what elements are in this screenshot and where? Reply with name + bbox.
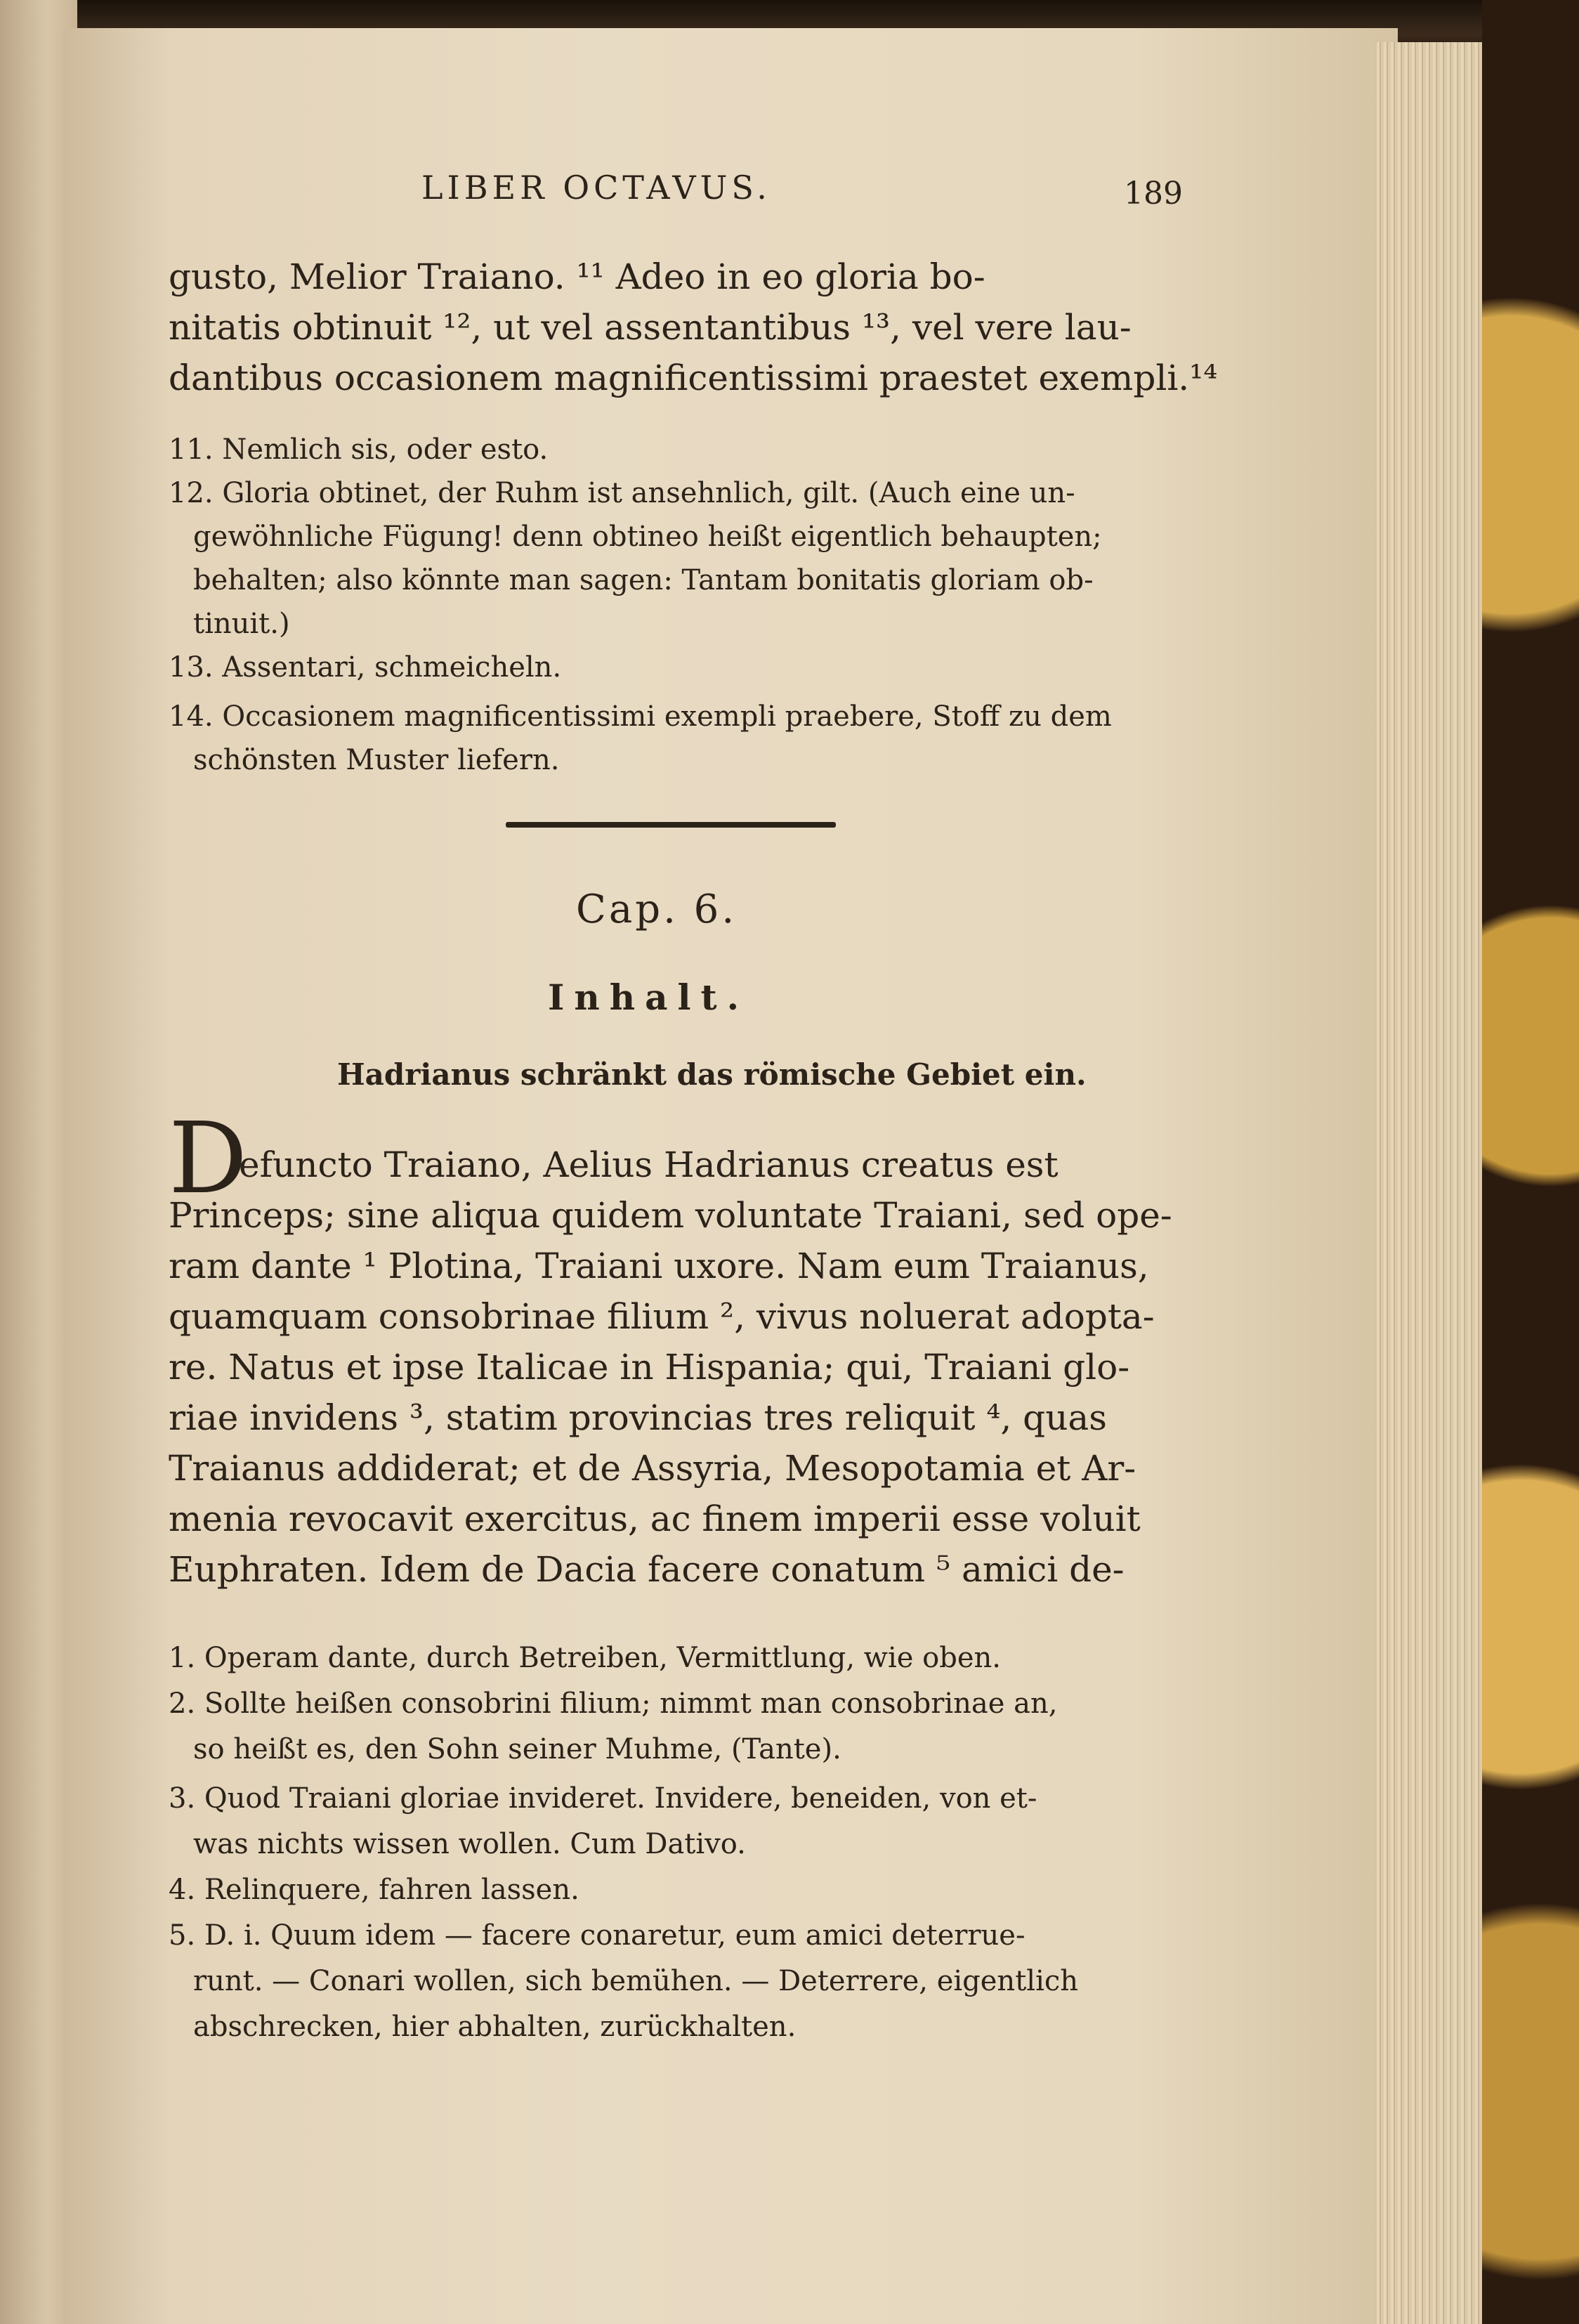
text-line: Princeps; sine aliqua quidem voluntate Traiani, sed ope- bbox=[169, 1195, 1172, 1236]
text-line: gusto, Melior Traiano. ¹¹ Adeo in eo gloria bo- bbox=[169, 256, 985, 297]
footnote-line: was nichts wissen wollen. Cum Dativo. bbox=[193, 1828, 746, 1860]
text-line: menia revocavit exercitus, ac finem imperii esse voluit bbox=[169, 1499, 1141, 1539]
footnote-line: 5. D. i. Quum idem — facere conaretur, eum amici deterrue- bbox=[169, 1919, 1026, 1952]
section-rule bbox=[506, 822, 836, 828]
text-line: dantibus occasionem magnificentissimi praestet exempli.¹⁴ bbox=[169, 358, 1218, 398]
footnote-line: runt. — Conari wollen, sich bemühen. — Deterrere, eigentlich bbox=[193, 1965, 1079, 1997]
contents-label: Inhalt. bbox=[548, 977, 749, 1018]
text-line: Euphraten. Idem de Dacia facere conatum ⁵ amici de- bbox=[169, 1549, 1125, 1590]
page-edges bbox=[1377, 42, 1482, 2324]
footnote-line: 1. Operam dante, durch Betreiben, Vermittlung, wie oben. bbox=[169, 1642, 1001, 1674]
footnote-line: schönsten Muster liefern. bbox=[193, 744, 560, 776]
running-title: LIBER OCTAVUS. bbox=[421, 169, 771, 207]
footnote-line: 12. Gloria obtinet, der Ruhm ist ansehnlich, gilt. (Auch eine un- bbox=[169, 477, 1075, 509]
page-number: 189 bbox=[1124, 176, 1183, 211]
text-line: re. Natus et ipse Italicae in Hispania; qui, Traiani glo- bbox=[169, 1347, 1130, 1388]
text-line: ram dante ¹ Plotina, Traiani uxore. Nam eum Traianus, bbox=[169, 1246, 1149, 1286]
text-line: riae invidens ³, statim provincias tres reliquit ⁴, quas bbox=[169, 1397, 1107, 1438]
footnote-line: 4. Relinquere, fahren lassen. bbox=[169, 1874, 579, 1906]
footnote-line: so heißt es, den Sohn seiner Muhme, (Tante). bbox=[193, 1733, 841, 1765]
footnote-line: gewöhnliche Fügung! denn obtineo heißt eigentlich behaupten; bbox=[193, 521, 1102, 553]
footnote-line: abschrecken, hier abhalten, zurückhalten. bbox=[193, 2011, 797, 2043]
chapter-summary: Hadrianus schränkt das römische Gebiet ein. bbox=[337, 1057, 1087, 1092]
footnote-line: 11. Nemlich sis, oder esto. bbox=[169, 433, 549, 466]
chapter-title: Cap. 6. bbox=[576, 887, 738, 932]
text-line: Traianus addiderat; et de Assyria, Mesopotamia et Ar- bbox=[169, 1448, 1136, 1489]
text-line: nitatis obtinuit ¹², ut vel assentantibus ¹³, vel vere lau- bbox=[169, 307, 1132, 348]
footnote-line: tinuit.) bbox=[193, 608, 290, 640]
drop-cap: D bbox=[169, 1102, 248, 1216]
footnote-line: 13. Assentari, schmeicheln. bbox=[169, 651, 562, 684]
footnote-line: 3. Quod Traiani gloriae invideret. Invidere, beneiden, von et- bbox=[169, 1782, 1037, 1815]
footnote-line: 14. Occasionem magnificentissimi exempli praebere, Stoff zu dem bbox=[169, 700, 1112, 733]
text-line: quamquam consobrinae filium ², vivus noluerat adopta- bbox=[169, 1296, 1155, 1337]
footnote-line: 2. Sollte heißen consobrini filium; nimmt man consobrinae an, bbox=[169, 1687, 1058, 1720]
text-line: efuncto Traiano, Aelius Hadrianus creatus est bbox=[239, 1144, 1059, 1185]
marbled-cover bbox=[1482, 0, 1579, 2324]
footnote-line: behalten; also könnte man sagen: Tantam bonitatis gloriam ob- bbox=[193, 564, 1094, 596]
